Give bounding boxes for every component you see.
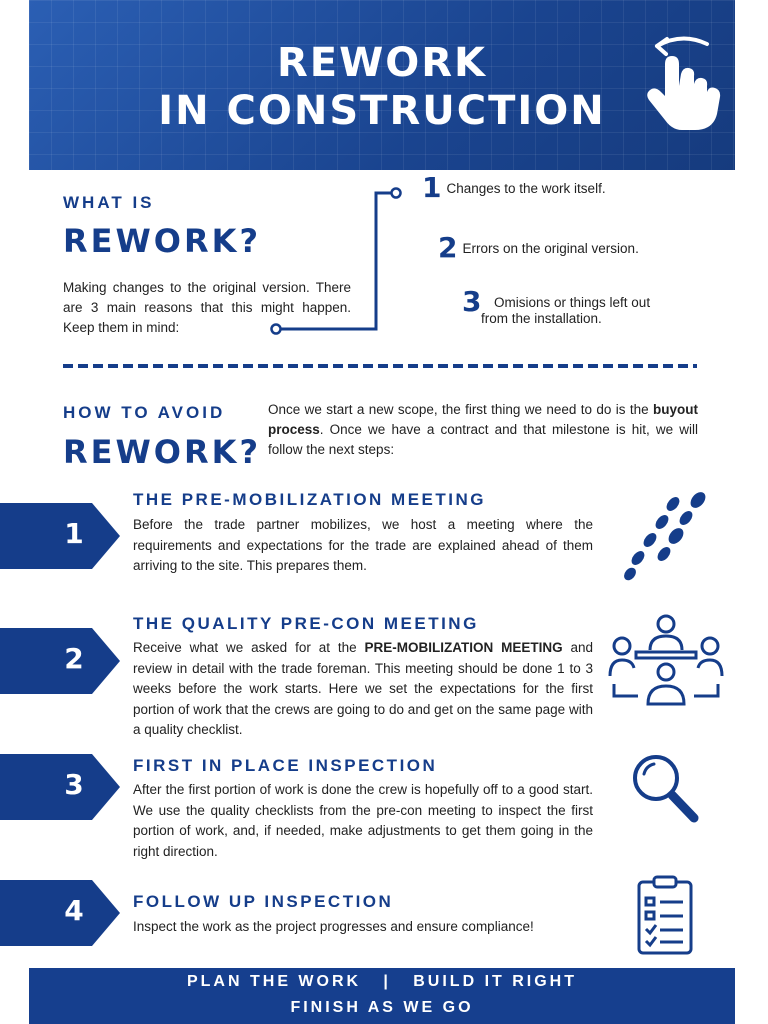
step-body-4: Inspect the work as the project progresses and ensure compliance! [133, 919, 534, 934]
step-title-3: FIRST IN PLACE INSPECTION [133, 756, 438, 775]
avoid-text-bold: buyout process [268, 402, 698, 437]
step-number: 4 [64, 894, 84, 927]
how-to-avoid-label: HOW TO AVOID [63, 403, 226, 422]
reason-number: 2 [438, 231, 458, 264]
reason-text: Errors on the original version. [462, 241, 639, 256]
avoid-text-part1: Once we start a new scope, the first thing we need to do is the [268, 402, 653, 417]
reason-text-line2: from the installation. [481, 311, 602, 326]
step-number: 3 [64, 768, 84, 801]
how-to-avoid-text [268, 400, 698, 460]
how-to-avoid-heading: REWORK? [63, 433, 261, 471]
reason-item-3 [462, 285, 698, 329]
step-number: 2 [64, 642, 84, 675]
footer-line1: PLAN THE WORK | BUILD IT RIGHT [186, 973, 577, 990]
header-banner [29, 0, 735, 170]
what-is-text: Making changes to the original version. There are 3 main reasons that this might happen. Keep them in mind: [63, 280, 351, 335]
step-number-wrap-1 [0, 503, 120, 569]
reason-number: 1 [422, 171, 442, 204]
page-title-line2: IN CONSTRUCTION [158, 88, 606, 134]
footsteps-icon [618, 492, 712, 584]
dashed-divider [63, 364, 697, 368]
clipboard-checklist-icon [636, 874, 694, 956]
reason-text-line1: Omisions or things left out [494, 295, 651, 310]
avoid-text-part2: . Once we have a contract and that milestone is hit, we will follow the next steps: [268, 422, 698, 457]
footer-line2: FINISH AS WE GO [290, 999, 474, 1016]
step-title-1: THE PRE-MOBILIZATION MEETING [133, 490, 487, 509]
connector-line [266, 183, 406, 338]
step-number-wrap-2 [0, 628, 120, 694]
what-is-heading: REWORK? [63, 222, 261, 260]
meeting-people-icon [608, 614, 724, 710]
reason-text: Changes to the work itself. [446, 181, 606, 196]
step-number-wrap-4 [0, 880, 120, 946]
step-title-4: FOLLOW UP INSPECTION [133, 892, 394, 911]
step-body-2-bold: PRE-MOBILIZATION MEETING [364, 640, 563, 655]
magnifier-icon [630, 752, 700, 824]
step-body-2-part1: Receive what we asked for at the [133, 640, 365, 655]
what-is-label: WHAT IS [63, 193, 155, 212]
step-body-2 [133, 638, 593, 741]
reason-item-2 [438, 231, 639, 264]
reason-number: 3 [462, 285, 482, 318]
page-title-line1: REWORK [276, 40, 488, 86]
footer-banner [29, 968, 735, 1024]
step-body-2-part2: and review in detail with the trade foreman. This meeting should be done 1 to 3 weeks before the work starts. Here we set the expectations for the first portion of work that the crews are going to do and get on the same page with a quality checklist. [133, 640, 593, 737]
step-title-2: THE QUALITY PRE-CON MEETING [133, 614, 479, 633]
step-body-1: Before the trade partner mobilizes, we host a meeting where the requirements and expectations for the trade are explained ahead of them arriving to the site. This prepares them. [133, 517, 593, 573]
step-body-3: After the first portion of work is done the crew is hopefully off to a good start. We use the quality checklists from the pre-con meeting to inspect the first portion of work, and, if needed, make adjustments to get them going in the right direction. [133, 782, 593, 859]
reason-item-1 [422, 171, 606, 204]
step-number-wrap-3 [0, 754, 120, 820]
step-number: 1 [64, 517, 84, 550]
hand-swipe-icon [637, 34, 727, 134]
